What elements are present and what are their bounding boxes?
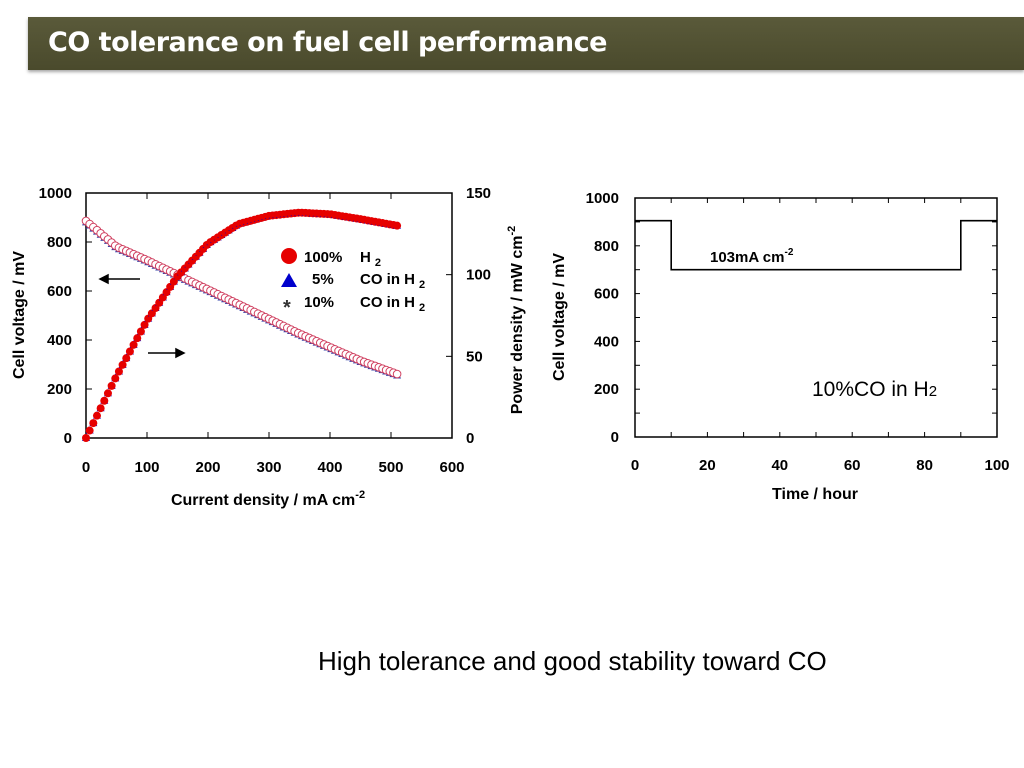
- chart2-xtick-label: 80: [916, 457, 933, 474]
- voltage-point-h2: [393, 370, 401, 378]
- chart2-axes: [586, 190, 1010, 474]
- power-point-h2: [104, 389, 112, 397]
- chart1-xlabel-sup: -2: [355, 489, 366, 501]
- legend-pct-2: 5%: [312, 271, 334, 288]
- chart2-condition-sub: 2: [928, 383, 938, 400]
- legend-gas-2-text: CO in H: [360, 271, 415, 288]
- chart1-ytick-left-label: 1000: [38, 185, 72, 202]
- chart1-ytick-left-label: 0: [63, 430, 72, 447]
- chart2-voltage-line: [635, 221, 997, 270]
- chart1-ylabel-left: Cell voltage / mV: [11, 250, 28, 380]
- power-point-h2: [93, 412, 101, 420]
- chart2-marks: [635, 221, 997, 270]
- polarization-chart: [0, 170, 540, 520]
- chart1-legend: [281, 248, 425, 319]
- chart2-annotation-text: 103mA cm: [710, 249, 785, 266]
- chart1-xtick-label: 300: [256, 459, 282, 476]
- chart2-annotation-sup: -2: [784, 247, 794, 258]
- slide-caption: High tolerance and good stability toward CO: [318, 646, 827, 676]
- chart2-ytick-label: 0: [610, 429, 619, 446]
- power-point-h2: [393, 222, 401, 230]
- arrow-right-head: [176, 349, 184, 357]
- chart2-ytick-label: 600: [593, 285, 619, 303]
- chart2-xtick-label: 40: [771, 457, 789, 474]
- chart2-xtick-label: 60: [843, 457, 861, 474]
- chart1-xtick-label: 200: [195, 459, 221, 476]
- chart2-ytick-label: 400: [593, 333, 619, 351]
- chart1-xtick-label: 600: [439, 459, 465, 476]
- chart1-ytick-left-label: 200: [46, 381, 72, 398]
- chart2-condition-label: [812, 378, 937, 401]
- chart1-xtick-label: 0: [81, 459, 91, 476]
- legend-gas-3-sub: 2: [419, 302, 426, 314]
- legend-gas-1-text: H: [360, 249, 371, 266]
- chart1-ytick-left-label: 800: [46, 234, 72, 251]
- legend-marker-circle: [281, 248, 297, 264]
- chart1-xtick-label: 500: [378, 459, 404, 476]
- chart1-axes: [39, 185, 491, 476]
- chart2-ytick-label: 200: [593, 381, 619, 399]
- legend-pct-3: 10%: [304, 294, 335, 311]
- chart1-marks: [82, 209, 401, 442]
- chart1-xlabel-text: Current density / mA cm: [170, 492, 356, 509]
- chart1-ytick-left-label: 400: [46, 332, 72, 349]
- chart1-ytick-right-label: 0: [466, 430, 475, 447]
- title-bar: [28, 17, 1024, 70]
- legend-gas-2: [360, 271, 425, 291]
- power-point-h2: [97, 404, 105, 412]
- chart2-xtick-label: 20: [699, 457, 716, 474]
- power-point-h2: [108, 382, 116, 390]
- chart1-ytick-right-label: 100: [466, 266, 492, 284]
- chart2-ytick-label: 1000: [585, 190, 619, 207]
- arrow-left-head: [100, 275, 108, 283]
- chart2-xtick-label: 0: [630, 457, 640, 474]
- legend-marker-triangle: [281, 273, 297, 287]
- chart1-ytick-right-label: 50: [466, 348, 483, 366]
- chart1-ytick-right-label: 150: [466, 185, 492, 202]
- legend-gas-1: [360, 249, 381, 269]
- legend-gas-3-text: CO in H: [360, 294, 415, 311]
- chart1-xtick-label: 100: [134, 459, 160, 476]
- power-point-h2: [111, 374, 119, 382]
- power-point-h2: [89, 419, 97, 427]
- chart2-ytick-label: 800: [593, 237, 619, 255]
- chart2-ylabel: Cell voltage / mV: [551, 252, 568, 382]
- slide-title: CO tolerance on fuel cell performance: [48, 27, 607, 58]
- chart2-condition-text: 10%CO in H: [812, 378, 929, 401]
- chart2-xlabel: Time / hour: [772, 486, 858, 503]
- stability-chart: [540, 180, 1020, 520]
- chart1-xlabel: [171, 489, 365, 509]
- chart2-xtick-label: 100: [984, 457, 1010, 474]
- legend-pct-1: 100%: [304, 249, 343, 266]
- chart1-ylabel-right-text: Power density / mW cm: [509, 235, 526, 415]
- chart1-ylabel-right-sup: -2: [506, 225, 518, 236]
- chart1-ylabel-right: [506, 226, 526, 415]
- chart1-ytick-left-label: 600: [46, 283, 72, 300]
- chart2-plot-frame: [635, 198, 997, 437]
- legend-gas-3: [360, 294, 425, 314]
- power-point-h2: [82, 434, 90, 442]
- legend-gas-1-sub: 2: [374, 257, 381, 269]
- chart1-xtick-label: 400: [317, 459, 343, 476]
- legend-gas-2-sub: 2: [419, 279, 426, 291]
- legend-marker-star: *: [283, 297, 291, 319]
- chart2-annotation: [710, 247, 794, 266]
- power-point-h2: [86, 427, 94, 435]
- power-point-h2: [100, 397, 108, 405]
